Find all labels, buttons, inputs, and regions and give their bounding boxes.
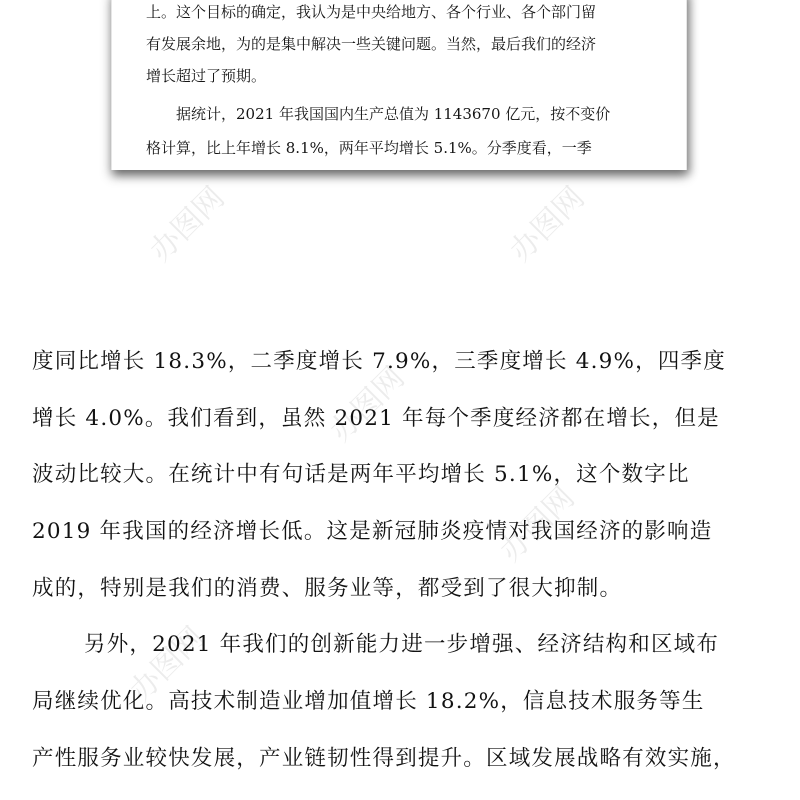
excerpt-line-1: 上。这个目标的确定，我认为是中央给地方、各个行业、各个部门留 <box>146 3 597 21</box>
watermark: 办图网 <box>493 480 582 569</box>
body-line-3: 波动比较大。在统计中有句话是两年平均增长 5.1%，这个数字比 <box>32 462 690 487</box>
body-line-8: 产性服务业较快发展，产业链韧性得到提升。区域发展战略有效实施， <box>32 746 736 771</box>
watermark: 办图网 <box>503 180 592 269</box>
excerpt-line-3: 增长超过了预期。 <box>146 67 267 85</box>
body-line-1: 度同比增长 18.3%，二季度增长 7.9%，三季度增长 4.9%，四季度 <box>32 349 726 374</box>
watermark: 办图网 <box>323 360 412 449</box>
watermark: 办图网 <box>123 620 212 709</box>
body-line-7: 局继续优化。高技术制造业增加值增长 18.2%，信息技术服务等生 <box>32 689 705 714</box>
body-line-4: 2019 年我国的经济增长低。这是新冠肺炎疫情对我国经济的影响造 <box>32 519 713 544</box>
body-line-2: 增长 4.0%。我们看到，虽然 2021 年每个季度经济都在增长，但是 <box>32 406 720 431</box>
excerpt-line-4: 据统计，2021 年我国国内生产总值为 1143670 亿元，按不变价 <box>176 105 611 123</box>
watermark: 办图网 <box>143 180 232 269</box>
excerpt-line-2: 有发展余地，为的是集中解决一些关键问题。当然，最后我们的经济 <box>146 35 597 53</box>
excerpt-line-5: 格计算，比上年增长 8.1%，两年平均增长 5.1%。分季度看，一季 <box>146 139 592 157</box>
body-line-6: 另外，2021 年我们的创新能力进一步增强、经济结构和区域布 <box>84 632 720 657</box>
excerpt-card <box>111 0 687 170</box>
body-line-5: 成的，特别是我们的消费、服务业等，都受到了很大抑制。 <box>32 576 623 601</box>
